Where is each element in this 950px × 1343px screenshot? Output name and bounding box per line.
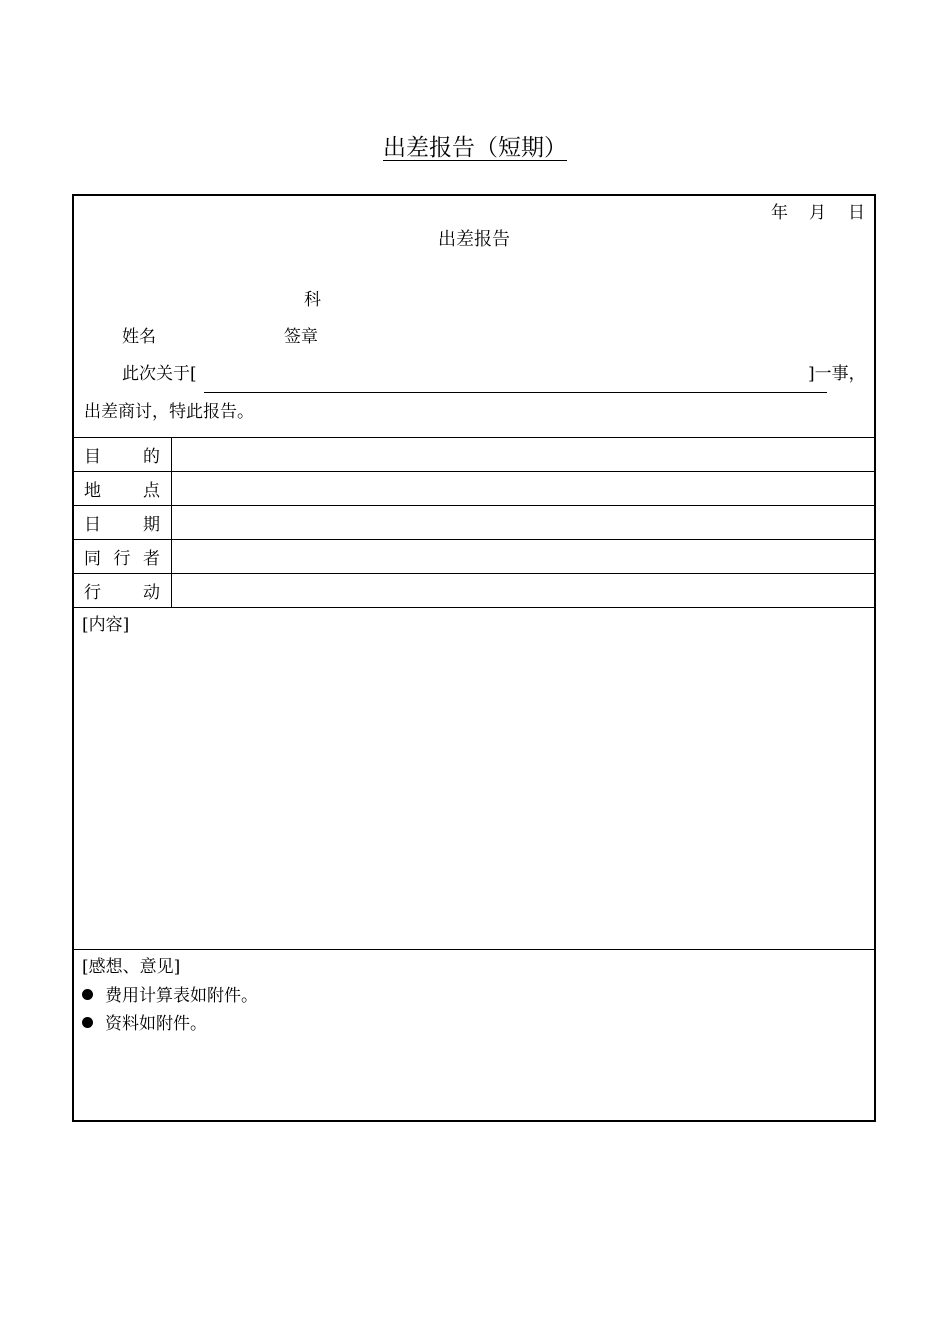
report-heading: 出差报告 [438,229,510,250]
divider [74,607,874,608]
subject-blank-line[interactable] [204,392,827,393]
divider [74,471,874,472]
bullet-icon [82,989,93,1000]
row-label-part: 行 [113,549,131,569]
opinion-section-label: [感想、意见] [82,957,181,977]
date-day-label: 日 [848,203,865,223]
row-label-part: 日 [84,515,101,535]
date-month-label: 月 [809,203,826,223]
about-prefix: 此次关于[ [122,364,197,384]
list-item [82,1013,207,1035]
row-label-part: 行 [84,583,101,603]
row-label-part: 者 [143,549,160,569]
row-label-purpose [84,438,160,471]
row-label-location [84,472,160,505]
row-label-part: 同 [84,549,101,569]
divider [74,573,874,574]
row-label-part: 目 [84,447,101,467]
document-title-text: 出差报告（短期） [383,135,567,161]
row-label-part: 点 [143,481,160,501]
document-title [0,133,950,163]
row-label-date [84,506,160,539]
about-suffix: ]一事， [808,364,866,384]
date-year-label: 年 [771,203,788,223]
row-label-companions [84,540,160,573]
divider [74,437,874,438]
report-form [72,194,876,1122]
content-section-label: [内容] [82,615,130,635]
name-label: 姓名 [122,327,156,347]
row-label-part: 动 [143,583,160,603]
divider [74,505,874,506]
seal-label: 签章 [284,327,318,347]
bullet-icon [82,1017,93,1028]
list-item [82,985,258,1007]
divider [74,949,874,950]
row-label-part: 地 [84,481,101,501]
row-label-part: 的 [143,447,160,467]
bullet-text: 资料如附件。 [105,1014,207,1034]
column-divider [171,437,172,607]
department-label: 科 [304,290,321,310]
divider [74,539,874,540]
closing-text: 出差商讨，特此报告。 [84,402,254,422]
row-label-part: 期 [143,515,160,535]
row-label-action [84,574,160,607]
bullet-text: 费用计算表如附件。 [105,986,258,1006]
